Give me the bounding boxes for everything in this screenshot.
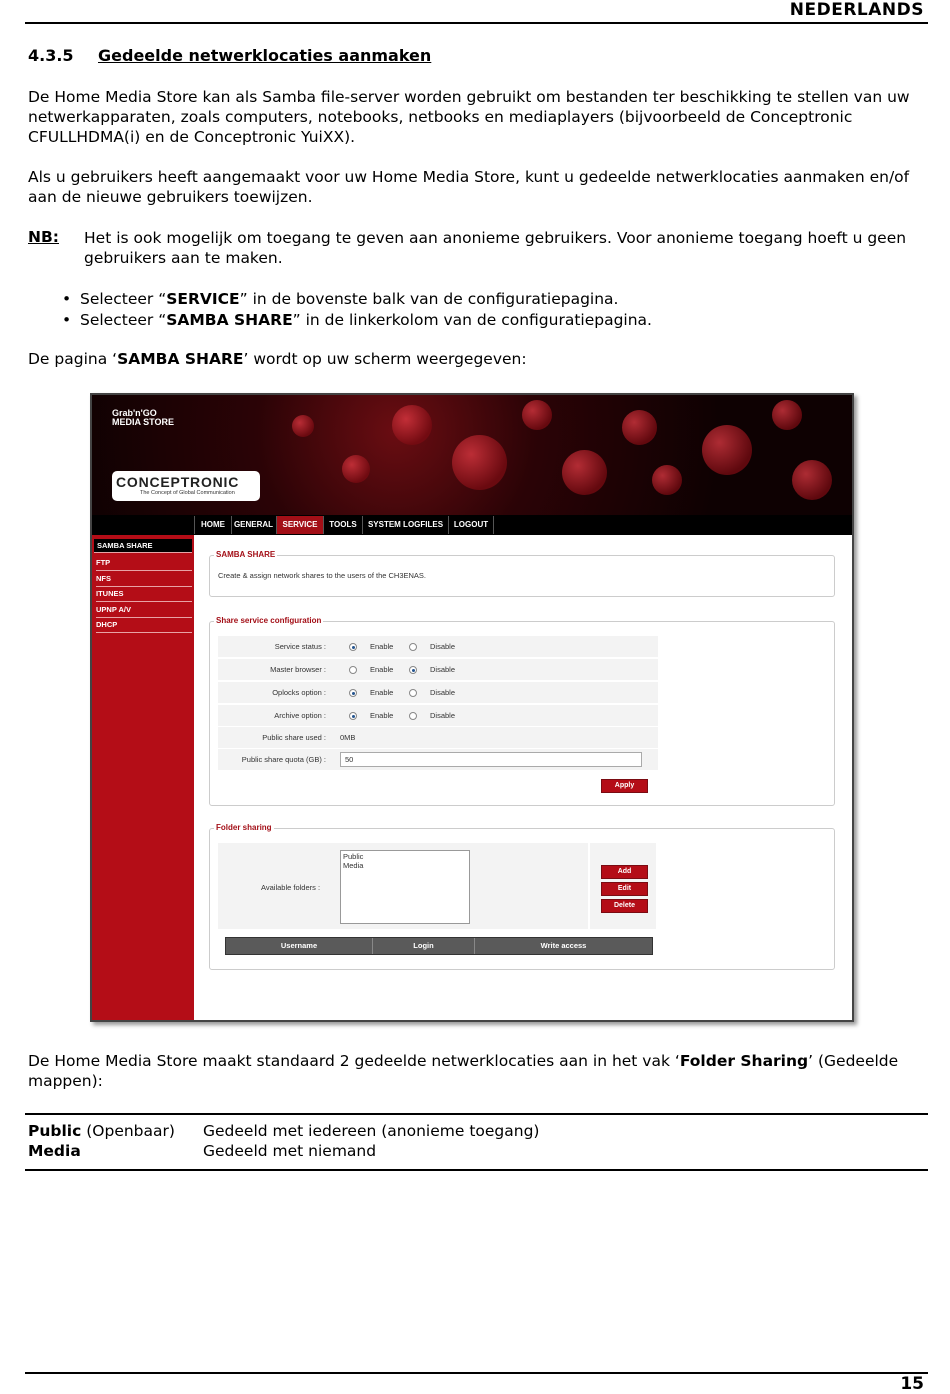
disable-radio[interactable] bbox=[409, 712, 417, 720]
bullet-icon: • bbox=[62, 311, 72, 329]
sidebar-item-samba-share[interactable]: SAMBA SHARE bbox=[94, 539, 192, 553]
enable-radio[interactable] bbox=[349, 666, 357, 674]
config-row-master-browser: Master browser : Enable Disable bbox=[218, 659, 658, 681]
folder-sharing-legend: Folder sharing bbox=[216, 823, 272, 832]
delete-button[interactable]: Delete bbox=[601, 899, 648, 913]
bullet-item: • Selecteer “SAMBA SHARE” in de linkerkolom van de configuratiepagina. bbox=[62, 311, 652, 329]
sidebar-item-nfs[interactable]: NFS bbox=[96, 572, 192, 587]
section-heading bbox=[28, 46, 432, 65]
samba-share-description: Create & assign network shares to the users of the CH3ENAS. bbox=[218, 571, 427, 580]
folders-listbox[interactable] bbox=[340, 850, 470, 924]
sidebar-item-dhcp[interactable]: DHCP bbox=[96, 618, 192, 633]
note-label: NB: bbox=[28, 228, 59, 246]
edit-button[interactable]: Edit bbox=[601, 882, 648, 896]
public-used-value: 0MB bbox=[340, 733, 356, 742]
page-intro-paragraph: De pagina ‘SAMBA SHARE’ wordt op uw scherm weergegeven: bbox=[28, 350, 527, 368]
definition-term: Public (Openbaar) bbox=[28, 1122, 175, 1140]
section-number: 4.3.5 bbox=[28, 46, 74, 65]
nav-general[interactable]: GENERAL bbox=[231, 516, 277, 534]
samba-share-screenshot bbox=[90, 393, 854, 1022]
add-button[interactable]: Add bbox=[601, 865, 648, 879]
folder-sharing-paragraph: De Home Media Store maakt standaard 2 gedeelde netwerklocaties aan in het vak ‘Folder Sharing’ (Gedeelde mappen): bbox=[28, 1052, 899, 1090]
available-folders-label: Available folders : bbox=[261, 883, 321, 892]
column-login[interactable]: Login bbox=[373, 938, 475, 954]
definitions-bottom-rule bbox=[25, 1169, 928, 1171]
config-row-archive: Archive option : Enable Disable bbox=[218, 705, 658, 727]
config-row-quota: Public share quota (GB) : 50 bbox=[218, 749, 658, 771]
disable-radio[interactable] bbox=[409, 643, 417, 651]
page-number: 15 bbox=[900, 1374, 924, 1394]
sidebar bbox=[92, 535, 194, 1020]
top-nav bbox=[92, 515, 852, 535]
quota-input[interactable]: 50 bbox=[340, 752, 642, 767]
definition-desc: Gedeeld met niemand bbox=[203, 1142, 377, 1160]
nav-service[interactable]: SERVICE bbox=[277, 516, 324, 534]
brand-name: Grab'n'GO MEDIA STORE bbox=[112, 408, 175, 427]
language-header: NEDERLANDS bbox=[789, 0, 924, 20]
nav-logout[interactable]: LOGOUT bbox=[449, 516, 494, 534]
enable-radio[interactable] bbox=[349, 689, 357, 697]
disable-radio[interactable] bbox=[409, 666, 417, 674]
definition-term: Media bbox=[28, 1142, 81, 1160]
users-table-header bbox=[225, 937, 653, 955]
config-legend: Share service configuration bbox=[216, 616, 322, 625]
definitions-top-rule bbox=[25, 1113, 928, 1115]
bullet-item: • Selecteer “SERVICE” in de bovenste balk van de configuratiepagina. bbox=[62, 290, 619, 308]
config-row-public-used: Public share used : 0MB bbox=[218, 727, 658, 749]
header-rule bbox=[25, 22, 928, 24]
config-row-service-status: Service status : Enable Disable bbox=[218, 636, 658, 658]
samba-share-legend: SAMBA SHARE bbox=[216, 550, 276, 559]
sidebar-item-itunes[interactable]: ITUNES bbox=[96, 587, 192, 602]
footer-rule bbox=[25, 1372, 928, 1374]
bullet-icon: • bbox=[62, 290, 72, 308]
column-username[interactable]: Username bbox=[226, 938, 373, 954]
conceptronic-logo: CONCEPTRONIC The Concept of Global Communication bbox=[112, 471, 260, 501]
intro-paragraph: De Home Media Store kan als Samba file-server worden gebruikt om bestanden ter beschikking te stellen van uw netwerkapparaten, zoals computers, notebooks, netbooks en mediaplayers (bijvoorbeeld de Conceptronic CFULLHDMA(i) en de Conceptronic YuiXX). bbox=[28, 88, 910, 146]
list-item[interactable]: Media bbox=[343, 861, 364, 870]
users-paragraph: Als u gebruikers heeft aangemaakt voor uw Home Media Store, kunt u gedeelde netwerklocaties aanmaken en/of aan de nieuwe gebruikers toewijzen. bbox=[28, 168, 910, 206]
sidebar-item-upnp[interactable]: UPNP A/V bbox=[96, 603, 192, 618]
section-title: Gedeelde netwerklocaties aanmaken bbox=[98, 46, 432, 65]
column-write-access[interactable]: Write access bbox=[540, 941, 587, 950]
definition-desc: Gedeeld met iedereen (anonieme toegang) bbox=[203, 1122, 540, 1140]
banner bbox=[92, 395, 852, 515]
nav-tools[interactable]: TOOLS bbox=[324, 516, 363, 534]
enable-radio[interactable] bbox=[349, 643, 357, 651]
list-item[interactable]: Public bbox=[343, 852, 364, 861]
sidebar-item-ftp[interactable]: FTP bbox=[96, 556, 192, 571]
config-row-oplocks: Oplocks option : Enable Disable bbox=[218, 682, 658, 704]
disable-radio[interactable] bbox=[409, 689, 417, 697]
note-text: Het is ook mogelijk om toegang te geven aan anonieme gebruikers. Voor anonieme toegang hoeft u geen gebruikers aan te maken. bbox=[84, 229, 907, 267]
nav-system-logfiles[interactable]: SYSTEM LOGFILES bbox=[363, 516, 449, 534]
nav-home[interactable]: HOME bbox=[194, 516, 232, 534]
apply-button[interactable]: Apply bbox=[601, 779, 648, 793]
enable-radio[interactable] bbox=[349, 712, 357, 720]
